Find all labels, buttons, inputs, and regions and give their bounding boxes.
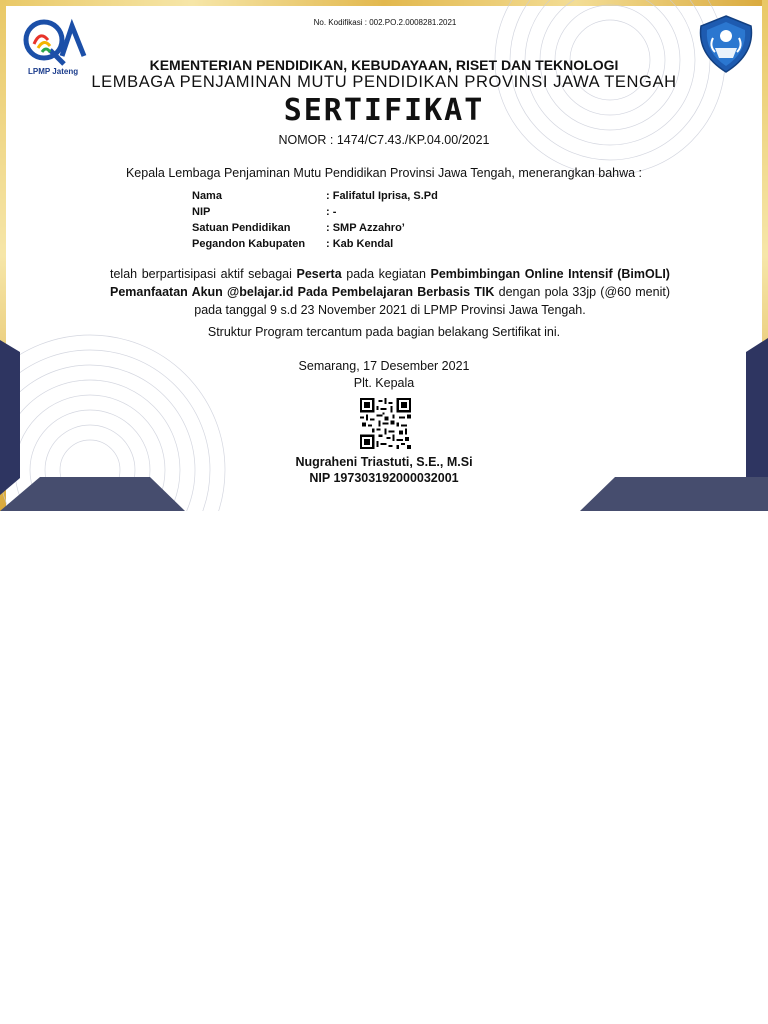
certificate-title: SERTIFIKAT xyxy=(283,93,485,128)
field-row-nip xyxy=(192,206,552,222)
field-value: : SMP Azzahro’ xyxy=(326,222,405,234)
field-label: NIP xyxy=(192,206,211,218)
field-value: : Kab Kendal xyxy=(326,238,394,250)
field-row-nama xyxy=(192,190,552,206)
signer-position: Plt. Kepala xyxy=(353,376,415,390)
kodifikasi-number: No. Kodifikasi : 002.PO.2.0008281.2021 xyxy=(313,18,457,27)
place-date: Semarang, 17 Desember 2021 xyxy=(298,359,470,373)
intro-text: Kepala Lembaga Penjaminan Mutu Pendidikan Provinsi Jawa Tengah, menerangkan bahwa : xyxy=(125,166,643,180)
participant-role: Peserta xyxy=(296,267,342,281)
statement-part-1: telah berpartisipasi aktif sebagai xyxy=(110,267,297,281)
signer-name: Nugraheni Triastuti, S.E., M.Si xyxy=(295,455,473,469)
field-label: Nama xyxy=(192,190,222,202)
ministry-name: KEMENTERIAN PENDIDIKAN, KEBUDAYAAN, RISET DAN TEKNOLOGI xyxy=(149,57,619,73)
certificate xyxy=(0,0,768,511)
signer-nip: NIP 197303192000032001 xyxy=(309,471,459,485)
certificate-number: NOMOR : 1474/C7.43./KP.04.00/2021 xyxy=(278,133,490,147)
field-label: Satuan Pendidikan xyxy=(192,222,291,234)
statement-part-3: dengan pola 33jp (@60 menit) pada tanggal 9 s.d 23 November 2021 di LPMP Provinsi Jawa Tengah. xyxy=(194,285,670,317)
qr-code xyxy=(360,398,411,449)
program-structure-note: Struktur Program tercantum pada bagian belakang Sertifikat ini. xyxy=(207,325,561,339)
field-row-kabupaten xyxy=(192,238,552,254)
participation-statement xyxy=(110,265,670,319)
field-row-satuan xyxy=(192,222,552,238)
statement-part-2: pada kegiatan xyxy=(341,267,431,281)
field-label: Pegandon Kabupaten xyxy=(192,238,306,250)
lpmp-logo-text: LPMP Jateng xyxy=(28,67,79,76)
field-value: : Falifatul Iprisa, S.Pd xyxy=(326,190,438,202)
institution-name: LEMBAGA PENJAMINAN MUTU PENDIDIKAN PROVINSI JAWA TENGAH xyxy=(91,73,677,91)
field-value: : - xyxy=(326,206,337,218)
activity-name: Pembimbingan Online Intensif (BimOLI) Pemanfaatan Akun @belajar.id Pada Pembelajaran Berbasis TIK xyxy=(110,267,670,299)
recipient-fields xyxy=(192,190,552,254)
